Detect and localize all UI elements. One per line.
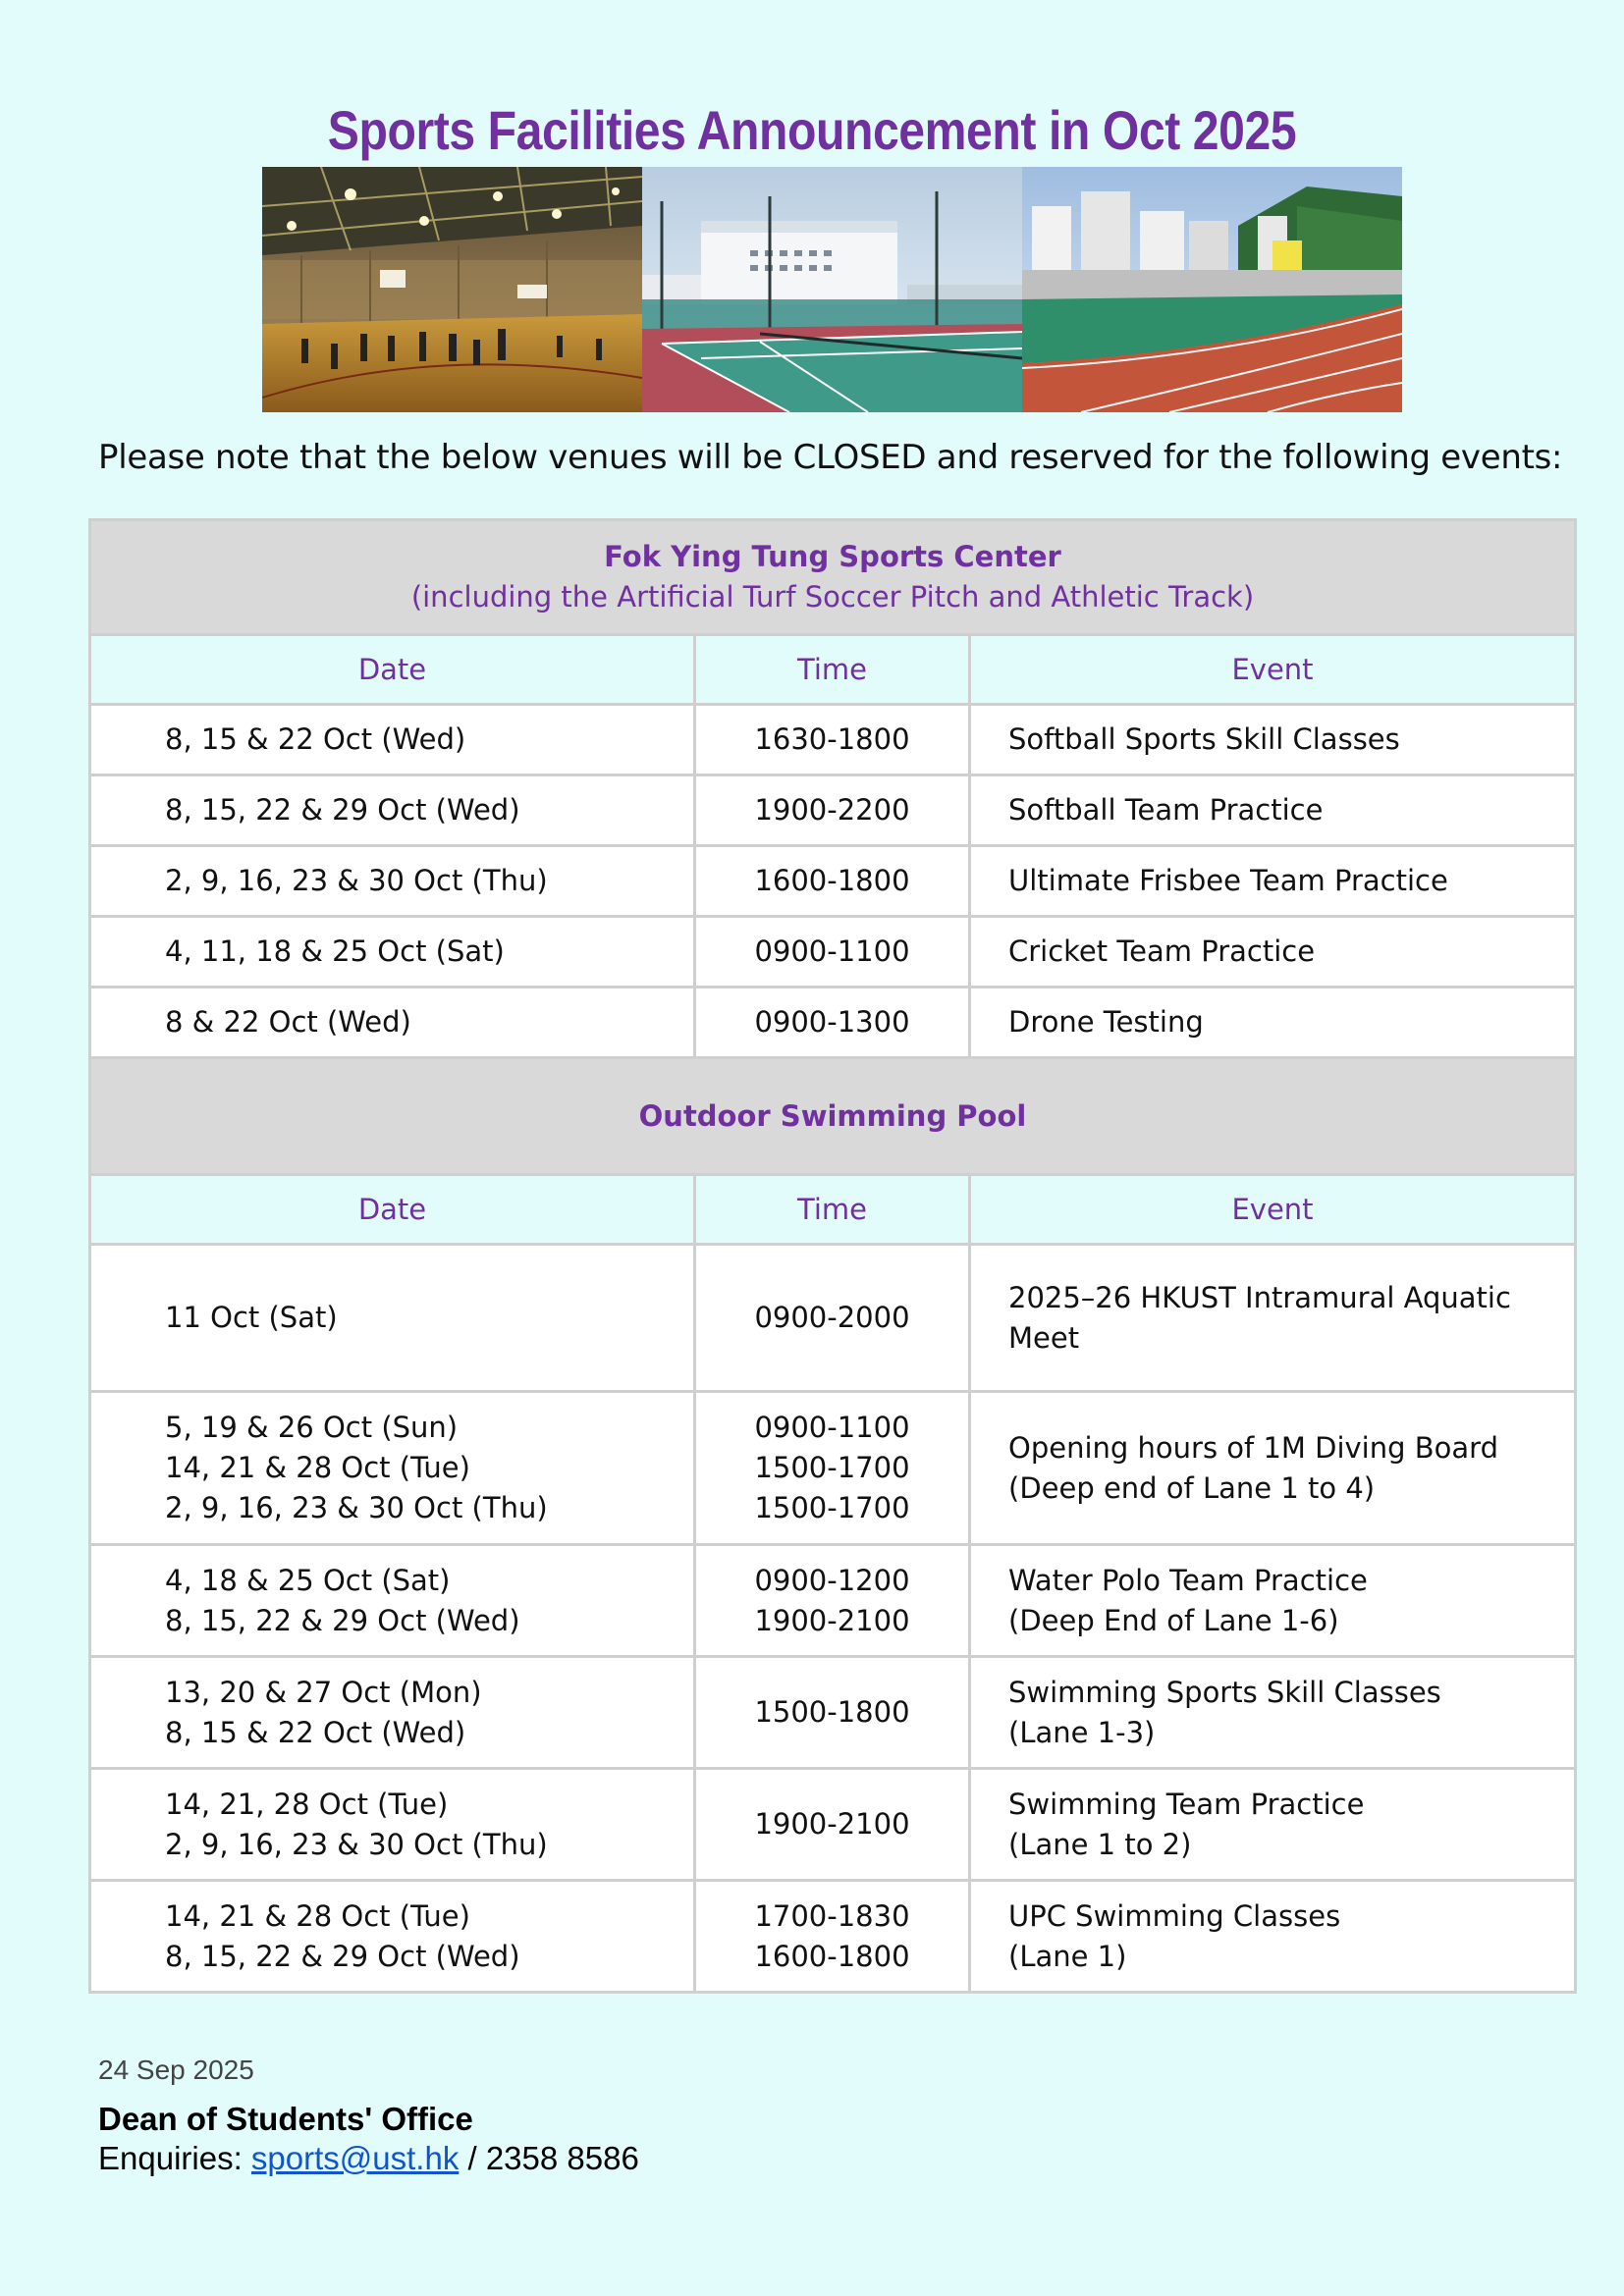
table-row [90,775,1576,846]
announcement-date: 24 Sep 2025 [98,2055,254,2085]
event-cell [970,917,1576,988]
cell-line: 8, 15 & 22 Oct (Wed) [165,722,466,756]
cell-line: 0900-1300 [754,1005,910,1039]
time-cell [695,1245,970,1392]
cell-line: Drone Testing [1008,1005,1204,1039]
cell-line: 8 & 22 Oct (Wed) [165,1005,411,1039]
cell-line: (Lane 1-3) [1008,1715,1156,1749]
table-row [90,846,1576,917]
date-cell [90,1769,695,1881]
cell-line: 0900-1200 [754,1563,910,1597]
cell-line: 2, 9, 16, 23 & 30 Oct (Thu) [165,864,548,897]
phone-number: / 2358 8586 [459,2140,639,2176]
event-cell [970,1769,1576,1881]
cell-line: (Deep End of Lane 1-6) [1008,1603,1339,1637]
date-cell [90,705,695,775]
cell-line: 2, 9, 16, 23 & 30 Oct (Thu) [165,1827,548,1861]
time-cell [695,846,970,917]
cell-line: 1900-2100 [754,1807,910,1841]
date-cell [90,1245,695,1392]
venue-header [90,1058,1576,1175]
time-cell [695,775,970,846]
cell-line: Softball Sports Skill Classes [1008,722,1400,756]
time-cell [695,1769,970,1881]
venue-header-row [90,1058,1576,1175]
table-row [90,1245,1576,1392]
cell-line: 4, 18 & 25 Oct (Sat) [165,1563,451,1597]
event-cell [970,775,1576,846]
cell-line: Swimming Sports Skill Classes [1008,1675,1441,1709]
intro-text: Please note that the below venues will be CLOSED and reserved for the following events: [98,438,1563,477]
cell-line: 1900-2100 [754,1603,910,1637]
photo-banner [262,167,1402,412]
cell-line: 1900-2200 [754,793,910,827]
cell-line: Cricket Team Practice [1008,934,1316,968]
date-cell [90,917,695,988]
cell-line: 0900-1100 [754,1411,910,1444]
cell-line: Ultimate Frisbee Team Practice [1008,864,1448,897]
venue-header-row [90,520,1576,635]
event-cell [970,705,1576,775]
table-row [90,1881,1576,1993]
cell-line: 14, 21 & 28 Oct (Tue) [165,1898,470,1933]
table-row [90,917,1576,988]
cell-line: Swimming Team Practice [1008,1787,1365,1821]
table-row [90,988,1576,1058]
date-cell [90,988,695,1058]
cell-line: 1630-1800 [754,722,910,756]
closure-table [88,518,1577,1994]
time-cell [695,705,970,775]
venue-header [90,520,1576,635]
event-cell [970,1545,1576,1657]
event-cell [970,1392,1576,1545]
athletic-track-photo [1022,167,1402,412]
event-cell [970,1881,1576,1993]
time-cell [695,917,970,988]
time-cell [695,988,970,1058]
cell-line: 13, 20 & 27 Oct (Mon) [165,1675,482,1709]
table-row [90,1769,1576,1881]
time-cell [695,1392,970,1545]
table-row [90,1657,1576,1769]
cell-line: 1700-1830 [754,1898,910,1933]
cell-line: 14, 21 & 28 Oct (Tue) [165,1451,470,1484]
cell-line: 0900-2000 [754,1301,910,1334]
event-cell [970,846,1576,917]
enquiries-label: Enquiries: [98,2140,251,2176]
cell-line: 0900-1100 [754,934,910,968]
column-header-time: Time [695,635,970,705]
date-cell [90,1545,695,1657]
cell-line: 11 Oct (Sat) [165,1301,338,1334]
sports-hall-photo [262,167,642,412]
cell-line: Water Polo Team Practice [1008,1563,1368,1597]
cell-line: 1600-1800 [754,864,910,897]
event-cell [970,988,1576,1058]
cell-line: 5, 19 & 26 Oct (Sun) [165,1411,459,1444]
column-header-date: Date [90,635,695,705]
cell-line: 8, 15 & 22 Oct (Wed) [165,1715,466,1749]
time-cell [695,1881,970,1993]
cell-line: 1500-1700 [754,1491,910,1524]
date-cell [90,1657,695,1769]
cell-line: (Deep end of Lane 1 to 4) [1008,1470,1376,1505]
event-cell [970,1245,1576,1392]
page-title: Sports Facilities Announcement in Oct 2025 [327,99,1297,161]
date-cell [90,1881,695,1993]
table-row [90,705,1576,775]
email-link[interactable]: sports@ust.hk [250,2140,460,2176]
event-cell [970,1657,1576,1769]
column-header-row [90,1175,1576,1245]
cell-line: 4, 11, 18 & 25 Oct (Sat) [165,934,505,968]
cell-line: 8, 15, 22 & 29 Oct (Wed) [165,1939,520,1973]
table-row [90,1545,1576,1657]
cell-line: 1600-1800 [754,1939,910,1973]
column-header-event: Event [970,1175,1576,1245]
cell-line: Softball Team Practice [1008,793,1324,827]
cell-line: (Lane 1 to 2) [1008,1827,1192,1861]
column-header-date: Date [90,1175,695,1245]
cell-line: UPC Swimming Classes [1008,1898,1341,1933]
date-cell [90,1392,695,1545]
cell-line: 2, 9, 16, 23 & 30 Oct (Thu) [165,1491,548,1524]
cell-line: 1500-1800 [754,1695,910,1729]
cell-line: 8, 15, 22 & 29 Oct (Wed) [165,1603,520,1637]
venue-name: Outdoor Swimming Pool [638,1098,1027,1133]
column-header-time: Time [695,1175,970,1245]
column-header-event: Event [970,635,1576,705]
cell-line: 8, 15, 22 & 29 Oct (Wed) [165,793,520,827]
cell-line: 1500-1700 [754,1451,910,1484]
time-cell [695,1545,970,1657]
cell-line: Opening hours of 1M Diving Board [1008,1430,1498,1465]
enquiries-line [98,2140,639,2177]
date-cell [90,775,695,846]
tennis-court-photo [642,167,1022,412]
time-cell [695,1657,970,1769]
column-header-row [90,635,1576,705]
office-name: Dean of Students' Office [98,2101,473,2137]
cell-line: 2025–26 HKUST Intramural Aquatic Meet [1008,1280,1511,1355]
venue-subtitle: (including the Artificial Turf Soccer Pitch and Athletic Track) [410,580,1255,614]
cell-line: 14, 21, 28 Oct (Tue) [165,1787,449,1821]
venue-name: Fok Ying Tung Sports Center [604,540,1061,573]
table-row [90,1392,1576,1545]
date-cell [90,846,695,917]
cell-line: (Lane 1) [1008,1939,1127,1973]
